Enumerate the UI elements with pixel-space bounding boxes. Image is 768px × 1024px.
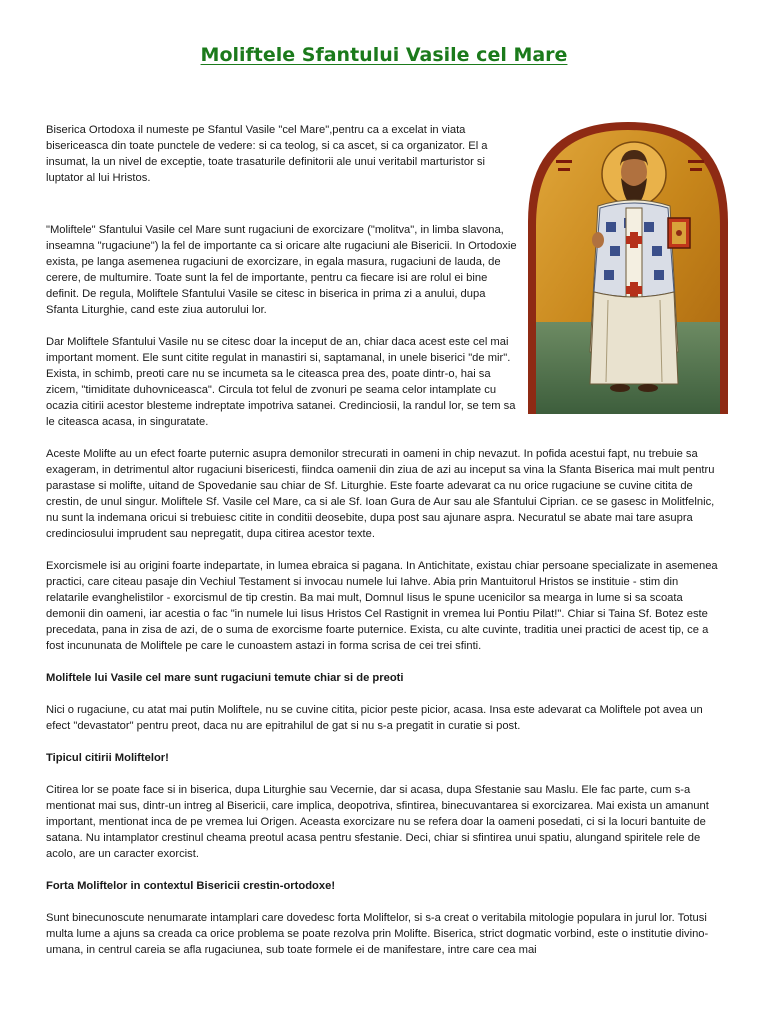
- saint-basil-icon-image: [528, 122, 728, 414]
- paragraph-force-stories: Sunt binecunoscute nenumarate intamplari care dovedesc forta Moliftelor, si s-a creat o veritabila mitologie populara in jurul lor. Totusi multa lume a ajuns sa creada ca orice problema se poate rezolva prin Molifte. Biserica, strict dogmatic vorbind, este o institutie divino-umana, in centrul careia se afla rugaciunea, sub toate formele ei de manifestare, intre care cea mai: [46, 912, 709, 956]
- page-title: [0, 44, 768, 66]
- page-title-text: Moliftele Sfantului Vasile cel Mare: [200, 44, 568, 66]
- paragraph-intro: Biserica Ortodoxa il numeste pe Sfantul Vasile "cel Mare",pentru ca a excelat in viata bisericeasca din toate punctele de vedere: si ca teolog, si ca ascet, si ca organizator. El a insumat, la un nivel de exceptie, toate trasaturile definitorii ale unui veritabil marturistor si luptator al lui Hristos.: [46, 124, 488, 184]
- section-heading-feared-prayers: Moliftele lui Vasile cel mare sunt rugaciuni temute chiar si de preoti: [46, 672, 404, 684]
- saint-basil-icon: [528, 122, 728, 414]
- paragraph-reading-frequency: Dar Moliftele Sfantului Vasile nu se citesc doar la inceput de an, chiar daca acest este cel mai important moment. Ele sunt citite regulat in manastiri si, saptamanal, in unele biserici "de mir". Exista, in schimb, preoti care nu se incumeta sa le citeasca prea des, poate dintr-o, hai sa zicem, "timiditate duhovniceasca". Circula tot felul de zvonuri pe seama celor intamplate cu ocazia citirii acestor blesteme indreptate impotriva satanei. Credinciosii, la randul lor, se tem sa le citeasca acasa, in singuratate.: [46, 336, 516, 428]
- section-heading-force: Forta Moliftelor in contextul Bisericii crestin-ortodoxe!: [46, 880, 336, 892]
- paragraph-effect: Aceste Molifte au un efect foarte puternic asupra demonilor strecurati in oameni in chip nevazut. In pofida acestui fapt, nu trebuie sa exageram, in detrimentul altor rugaciuni bisericesti, fiindca oamenii din ziua de azi au inceput sa vina la Sfanta Biserica mai mult pentru parastase si molifte, uitand de Spovedanie sau chiar de Sf. Liturghie. Este foarte adevarat ca nu orice rugaciune se cuvine citita de crestin, de unul singur. Moliftele Sf. Vasile cel Mare, ca si ale Sf. Ioan Gura de Aur sau ale Sfantului Ciprian. ce se gasesc in Molitfelnic, nu sunt la indemana oricui si trebuiesc citite in conditii deosebite, dupa post sau ajunare aspra. Necuratul se abate mai tare asupra credinciosului imprudent sau nepregatit, dupa citirea acestor texte.: [46, 448, 715, 540]
- paragraph-priest-preparation: Nici o rugaciune, cu atat mai putin Moliftele, nu se cuvine citita, picior peste picior, acasa. Insa este adevarat ca Moliftele pot avea un efect "devastator" pentru preot, daca nu are epitrahilul de gat si nu s-a pregatit in curatie si post.: [46, 704, 703, 732]
- section-heading-reading-order: Tipicul citirii Moliftelor!: [46, 752, 169, 764]
- article-body: [46, 122, 718, 974]
- paragraph-exorcism-origins: Exorcismele isi au origini foarte indepartate, in lumea ebraica si pagana. In Antichitate, existau chiar persoane specializate in asemenea practici, care citeau pasaje din Vechiul Testament si invocau numele lui Iahve. Abia prin Mantuitorul Hristos se instituie - stim din relatarile evanghelistilor - exorcismul de tip crestin. Ba mai mult, Domnul Iisus le spune ucenicilor sa mearga in lume si sa scoata demonii din oameni, iar acestia o fac "in numele lui Iisus Hristos Cel Rastignit in vremea lui Pontiu Pilat!". Chiar si Taina Sf. Botez este precedata, pana in zisa de azi, de o suma de exorcisme foarte puternice. Exista, cu alte cuvinte, traditia unei practici de acest tip, ce a fost incununata de Moliftele pe care le cunoastem astazi in forma scrisa de cei trei sfinti.: [46, 560, 718, 652]
- paragraph-where-read: Citirea lor se poate face si in biserica, dupa Liturghie sau Vecernie, dar si acasa, dupa Sfestanie sau Maslu. Ele fac parte, cum s-a mentionat mai sus, dintr-un intreg al Bisericii, care implica, deopotriva, sfintirea, binecuvantarea si exorcizarea. Mai exista un amanunt important, mentionat inca de pe vremea lui Origen. Aceasta exorcizare nu se refera doar la oameni posedati, ci si la locuri bantuite de satana. Nu intamplator crestinul cheama preotul acasa pentru sfestanie. Deci, chiar si sfintirea unui spatiu, alungand spiritele rele de acolo, are un caracter exorcist.: [46, 784, 709, 860]
- paragraph-moliftele-definition: "Moliftele" Sfantului Vasile cel Mare sunt rugaciuni de exorcizare ("molitva", in limba slavona, inseamna "rugaciune") la fel de importante ca si oricare alte rugaciuni ale Bisericii. In Ortodoxie exista, pe langa asemenea rugaciuni de exorcizare, in egala masura, rugaciuni de lauda, de cerere, de multumire. Toate sunt la fel de importante, pentru ca fiecare isi are rolul ei bine definit. De regula, Moliftele Sfantului Vasile se citesc in biserica in prima zi a anului, dupa Sfanta Liturghie, cand este ziua autorului lor.: [46, 224, 517, 316]
